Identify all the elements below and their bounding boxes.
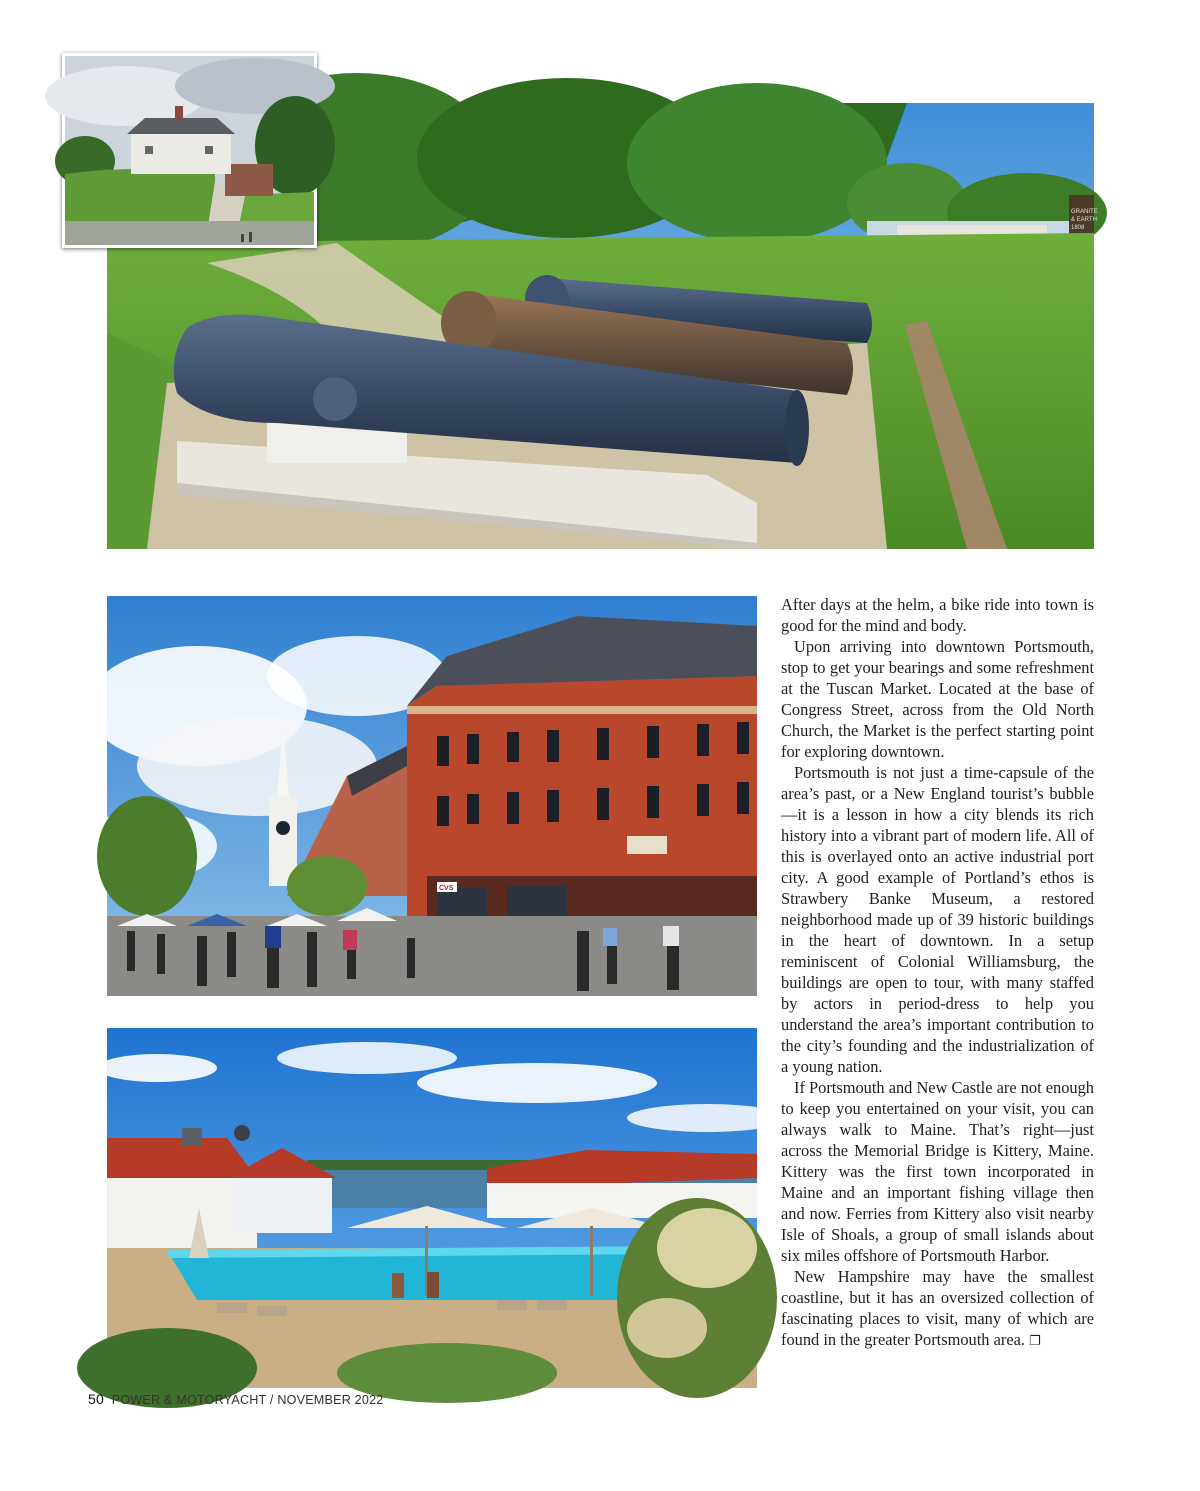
article-paragraph-text: New Hampshire may have the smallest coastline, but it has an oversized collection of fascinating places to visit, many of which are found in the greater Portsmouth area. [781,1267,1094,1349]
end-mark-icon: ❐ [1028,1334,1041,1349]
street-photo-downtown [107,596,757,996]
article-paragraph: If Portsmouth and New Castle are not enough to keep you entertained on your visit, you can always walk to Maine. That’s right—just across the Memorial Bridge is Kittery, Maine. Kittery was the first town incorporated in Maine and an important fishing village then and now. Ferries from Kittery also visit nearby Isle of Shoals, a group of small islands about six miles offshore of Portsmouth Harbor. [781,1078,1094,1265]
sign-line-3: 1808 [1071,225,1085,231]
sign-line-1: GRANITE [1071,209,1098,215]
issue-date: NOVEMBER 2022 [277,1393,384,1407]
footer-separator: / [269,1393,274,1407]
article-body [781,594,1094,1352]
article-paragraph: After days at the helm, a bike ride into town is good for the mind and body. [781,595,1094,635]
inset-photo-blockhouse [62,53,317,248]
article-paragraph: Portsmouth is not just a time-capsule of the area’s past, or a New England tourist’s bubble—it is a lesson in how a city blends its rich history into a vibrant part of modern life. All of this is overlayed onto an active industrial port city. A good example of Portland’s ethos is Strawbery Banke Museum, a restored neighborhood made up of 39 historic buildings in the heart of downtown. In a setup reminiscent of Colonial Williamsburg, the buildings are open to tour, with many staffed by actors in period-dress to help you understand the area’s important contribution to the city’s founding and the industrialization of a young nation. [781,763,1094,1076]
page-number: 50 [88,1391,104,1407]
article-paragraph-last [781,1266,1094,1352]
storefront-sign: CVS [439,885,454,892]
page-footer [88,1391,384,1407]
article-paragraph: Upon arriving into downtown Portsmouth, stop to get your bearings and some refreshment at the Tuscan Market. Located at the base of Congress Street, across from the Old North Church, the Market is the perfect starting point for exploring downtown. [781,637,1094,761]
publication-name: POWER & MOTORYACHT [111,1393,267,1407]
sign-line-2: & EARTH [1071,217,1097,223]
pool-photo-waterfront [107,1028,757,1388]
